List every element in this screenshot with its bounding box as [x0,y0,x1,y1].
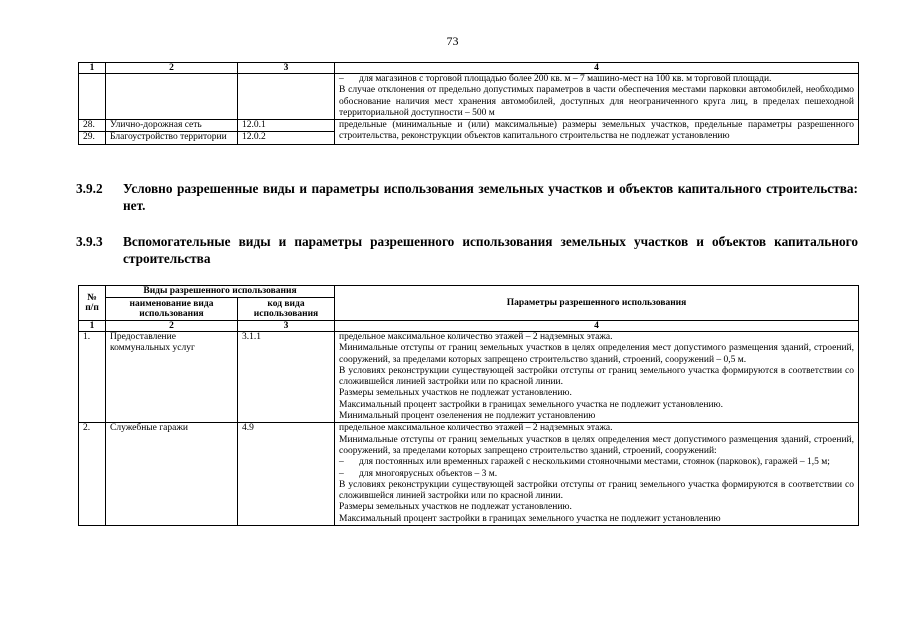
header-group: Виды разрешенного использования [106,286,335,298]
section-title: Условно разрешенные виды и параметры использования земельных участков и объектов капитального строительства: нет. [123,181,858,213]
params-cell [335,74,859,120]
param-line: В условиях реконструкции существующей застройки отступы от границ земельного участка формируются в соответствии со сложившейся линией застройки или по красной линии. [339,365,854,388]
use-code: 12.0.2 [238,132,335,144]
use-name: Служебные гаражи [106,423,238,526]
header-num: № п/п [79,286,106,321]
table-row [79,120,859,132]
col-number: 1 [79,63,106,74]
param-line: Минимальный процент озеленения не подлежит установлению [339,411,596,422]
row-number: 28. [79,120,106,132]
row-number: 29. [79,132,106,144]
table-main-uses-continuation [78,62,859,145]
column-number-row [79,63,859,74]
param-line: В условиях реконструкции существующей застройки отступы от границ земельного участка формируются в соответствии со сложившейся линией застройки или по красной линии. [339,479,854,502]
use-name: Улично-дорожная сеть [106,120,238,132]
param-line: Минимальные отступы от границ земельных участков в целях определения мест допустимого размещения зданий, строений, сооружений, за пределами которых запрещено строительство зданий, строений, сооружений: [339,434,854,456]
param-line: предельное максимальное количество этажей – 2 надземных этажа. [339,423,613,434]
use-code: 4.9 [238,423,335,526]
row-number: 1. [79,332,106,423]
column-number-row [79,321,859,332]
section-number: 3.9.2 [76,181,103,196]
use-name: Предоставление коммунальных услуг [106,332,238,423]
param-line: Максимальный процент застройки в границах земельного участка не подлежит установлению. [339,399,724,410]
param-line: Максимальный процент застройки в границах земельного участка не подлежит установлению [339,513,721,524]
header-name: наименование вида использования [106,298,238,321]
param-line: Размеры земельных участков не подлежат установлению. [339,388,572,399]
table-row [79,423,859,526]
col-number: 3 [238,321,335,332]
params-cell: предельные (минимальные и (или) максимальные) размеры земельных участков, предельные параметры разрешенного строительства, реконструкции объектов капитального строительства не подлежат установлению [335,120,859,145]
param-line: предельное максимальное количество этажей – 2 надземных этажа. [339,332,613,342]
row-number: 2. [79,423,106,526]
dash-item: – для магазинов с торговой площадью более 200 кв. м – 7 машино-мест на 100 кв. м торговой площади. [339,74,772,84]
col-number: 2 [106,63,238,74]
table-row [79,74,859,120]
use-code: 3.1.1 [238,332,335,423]
header-params: Параметры разрешенного использования [335,286,859,321]
param-line: Минимальные отступы от границ земельных участков в целях определения мест допустимого размещения зданий, строений, сооружений, за пределами которых запрещено строительство зданий, строений, сооружений – 0,5 м. [339,343,854,365]
use-name: Благоустройство территории [106,132,238,144]
section-heading-3-9-2 [76,180,858,214]
section-heading-3-9-3 [76,233,858,267]
section-number: 3.9.3 [76,234,103,249]
col-number: 2 [106,321,238,332]
use-code: 12.0.1 [238,120,335,132]
dash-item: – для многоярусных объектов – 3 м. [339,468,498,479]
header-code: код вида использования [238,298,335,321]
col-number: 3 [238,63,335,74]
params-cell [335,423,859,526]
param-line: Размеры земельных участков не подлежат установлению. [339,502,572,513]
col-number: 1 [79,321,106,332]
col-number: 4 [335,63,859,74]
dash-item: – для постоянных или временных гаражей с несколькими стояночными местами, стоянок (парковок), гаражей – 1,5 м; [339,457,830,468]
param-line: В случае отклонения от предельно допустимых параметров в части обеспечения местами парковки автомобилей, необходимо обоснование наличия мест хранения автомобилей, доступных для неограниченного круга лиц, в пределах пешеходной территориальной доступности – 500 м [339,85,854,118]
params-cell [335,332,859,423]
page-number: 73 [446,34,459,48]
table-header-row [79,286,859,298]
table-auxiliary-uses [78,285,859,526]
table-row [79,332,859,423]
col-number: 4 [335,321,859,332]
section-title: Вспомогательные виды и параметры разрешенного использования земельных участков и объектов капитального строительства [123,234,858,266]
